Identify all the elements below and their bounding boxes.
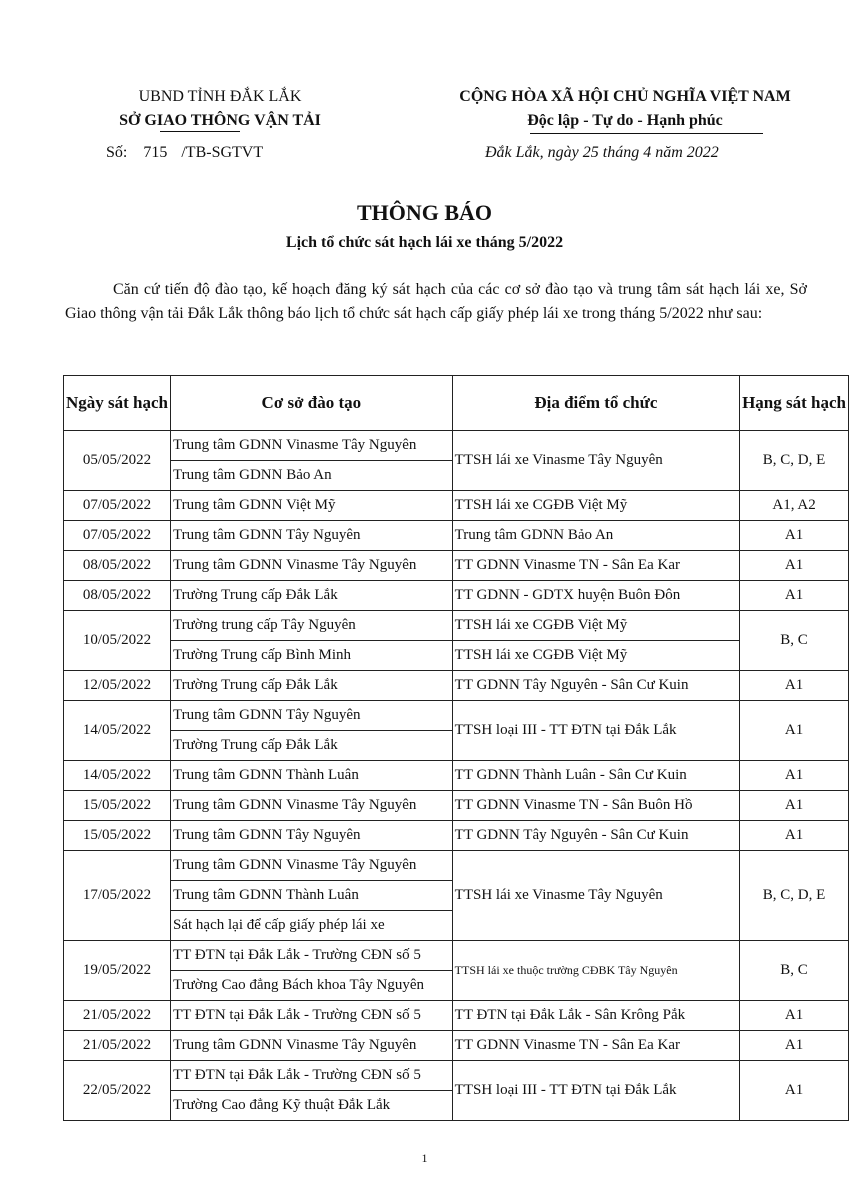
cell-location: TT GDNN Vinasme TN - Sân Ea Kar	[452, 1031, 739, 1061]
table-row	[64, 521, 849, 551]
issuer-name: SỞ GIAO THÔNG VẬN TẢI	[119, 112, 321, 129]
cell-date: 12/05/2022	[64, 671, 171, 701]
issuer-line-1: UBND TỈNH ĐẮK LẮK	[138, 88, 302, 105]
table-row	[64, 671, 849, 701]
cell-date: 15/05/2022	[64, 821, 171, 851]
header-class: Hạng sát hạch	[740, 376, 849, 431]
cell-date: 08/05/2022	[64, 581, 171, 611]
issuer-underline	[160, 131, 240, 132]
cell-class: A1	[740, 521, 849, 551]
cell-class: B, C	[740, 941, 849, 1001]
notice-subtitle: Lịch tổ chức sát hạch lái xe tháng 5/2022	[285, 234, 564, 251]
cell-location: TTSH lái xe CGĐB Việt Mỹ	[452, 491, 739, 521]
cell-date: 14/05/2022	[64, 761, 171, 791]
cell-location: TTSH lái xe thuộc trường CĐBK Tây Nguyên	[452, 941, 739, 1001]
cell-class: A1	[740, 671, 849, 701]
cell-school: TT ĐTN tại Đắk Lắk - Trường CĐN số 5	[171, 1001, 453, 1031]
cell-school: Trung tâm GDNN Bảo An	[171, 461, 453, 491]
table-header-row	[64, 376, 849, 431]
cell-school: Trường Trung cấp Đắk Lắk	[171, 671, 453, 701]
body-paragraph: Căn cứ tiến độ đào tạo, kế hoạch đăng ký sát hạch của các cơ sở đào tạo và trung tâm sát hạch lái xe, Sở Giao thông vận tải Đắk Lắk thông báo lịch tổ chức sát hạch cấp giấy phép lái xe trong tháng 5/2022 như sau:	[65, 281, 807, 322]
national-title: CỘNG HÒA XÃ HỘI CHỦ NGHĨA VIỆT NAM	[459, 88, 791, 105]
cell-school: Trường Trung cấp Đắk Lắk	[171, 731, 453, 761]
national-motto: Độc lập - Tự do - Hạnh phúc	[527, 112, 723, 129]
cell-location: TT GDNN Tây Nguyên - Sân Cư Kuin	[452, 671, 739, 701]
table-row	[64, 791, 849, 821]
cell-school: Trung tâm GDNN Vinasme Tây Nguyên	[171, 791, 453, 821]
cell-school: Trung tâm GDNN Thành Luân	[171, 761, 453, 791]
cell-location: TT ĐTN tại Đắk Lắk - Sân Krông Pắk	[452, 1001, 739, 1031]
document-number	[106, 144, 263, 162]
cell-class: A1	[740, 1001, 849, 1031]
cell-class: A1	[740, 1031, 849, 1061]
page-number: 1	[421, 1151, 428, 1165]
header-location: Địa điểm tổ chức	[452, 376, 739, 431]
table-body	[64, 431, 849, 1121]
cell-class: A1	[740, 551, 849, 581]
cell-date: 21/05/2022	[64, 1001, 171, 1031]
cell-school: Trường Trung cấp Bình Minh	[171, 641, 453, 671]
header-date: Ngày sát hạch	[64, 376, 171, 431]
cell-school: Trung tâm GDNN Vinasme Tây Nguyên	[171, 551, 453, 581]
cell-date: 14/05/2022	[64, 701, 171, 761]
cell-class: A1, A2	[740, 491, 849, 521]
cell-date: 08/05/2022	[64, 551, 171, 581]
cell-location: TTSH lái xe Vinasme Tây Nguyên	[452, 431, 739, 491]
cell-school: Trung tâm GDNN Vinasme Tây Nguyên	[171, 1031, 453, 1061]
table-row	[64, 491, 849, 521]
cell-class: A1	[740, 761, 849, 791]
cell-location: TT GDNN - GDTX huyện Buôn Đôn	[452, 581, 739, 611]
table-row	[64, 941, 849, 971]
table-row	[64, 551, 849, 581]
date-day: 25	[582, 144, 599, 161]
cell-date: 07/05/2022	[64, 521, 171, 551]
cell-date: 21/05/2022	[64, 1031, 171, 1061]
cell-school: Trường Cao đẳng Kỹ thuật Đắk Lắk	[171, 1091, 453, 1121]
cell-class: A1	[740, 821, 849, 851]
cell-class: A1	[740, 581, 849, 611]
cell-class: A1	[740, 1061, 849, 1121]
cell-school: Trường trung cấp Tây Nguyên	[171, 611, 453, 641]
table-row	[64, 431, 849, 461]
cell-location: TTSH loại III - TT ĐTN tại Đắk Lắk	[452, 1061, 739, 1121]
cell-date: 19/05/2022	[64, 941, 171, 1001]
date-prefix: Đắk Lắk, ngày	[485, 144, 579, 161]
cell-date: 17/05/2022	[64, 851, 171, 941]
table-row	[64, 641, 849, 671]
cell-class: B, C, D, E	[740, 431, 849, 491]
cell-location: TT GDNN Thành Luân - Sân Cư Kuin	[452, 761, 739, 791]
cell-date: 10/05/2022	[64, 611, 171, 671]
table-row	[64, 821, 849, 851]
cell-location: TTSH loại III - TT ĐTN tại Đắk Lắk	[452, 701, 739, 761]
number-code: /TB-SGTVT	[181, 144, 264, 161]
cell-location: TTSH lái xe Vinasme Tây Nguyên	[452, 851, 739, 941]
table-row	[64, 701, 849, 731]
cell-location: TTSH lái xe CGĐB Việt Mỹ	[452, 611, 739, 641]
cell-date: 07/05/2022	[64, 491, 171, 521]
motto-underline	[530, 133, 763, 134]
cell-school: Trung tâm GDNN Tây Nguyên	[171, 821, 453, 851]
header-school: Cơ sở đào tạo	[171, 376, 453, 431]
cell-class: B, C, D, E	[740, 851, 849, 941]
cell-school: Trung tâm GDNN Thành Luân	[171, 881, 453, 911]
cell-date: 22/05/2022	[64, 1061, 171, 1121]
table-row	[64, 1001, 849, 1031]
cell-class: B, C	[740, 611, 849, 671]
cell-school: TT ĐTN tại Đắk Lắk - Trường CĐN số 5	[171, 941, 453, 971]
issuer-line-2	[70, 112, 370, 130]
cell-school: Trung tâm GDNN Tây Nguyên	[171, 521, 453, 551]
cell-school: Trường Trung cấp Đắk Lắk	[171, 581, 453, 611]
date-rest: tháng 4 năm 2022	[602, 144, 719, 161]
cell-school: Sát hạch lại để cấp giấy phép lái xe	[171, 911, 453, 941]
table-row	[64, 581, 849, 611]
table-row	[64, 1061, 849, 1091]
cell-school: Trung tâm GDNN Tây Nguyên	[171, 701, 453, 731]
cell-location: TT GDNN Vinasme TN - Sân Buôn Hồ	[452, 791, 739, 821]
table-row	[64, 1031, 849, 1061]
cell-school: Trung tâm GDNN Việt Mỹ	[171, 491, 453, 521]
number-label: Số:	[106, 144, 128, 161]
cell-school: Trường Cao đẳng Bách khoa Tây Nguyên	[171, 971, 453, 1001]
cell-school: Trung tâm GDNN Vinasme Tây Nguyên	[171, 851, 453, 881]
table-row	[64, 761, 849, 791]
cell-location: TT GDNN Tây Nguyên - Sân Cư Kuin	[452, 821, 739, 851]
cell-school: Trung tâm GDNN Vinasme Tây Nguyên	[171, 431, 453, 461]
cell-school: TT ĐTN tại Đắk Lắk - Trường CĐN số 5	[171, 1061, 453, 1091]
cell-location: TTSH lái xe CGĐB Việt Mỹ	[452, 641, 739, 671]
number-value: 715	[143, 144, 168, 161]
schedule-table	[63, 375, 849, 1121]
issue-date	[485, 144, 719, 162]
cell-date: 15/05/2022	[64, 791, 171, 821]
cell-date: 05/05/2022	[64, 431, 171, 491]
notice-title: THÔNG BÁO	[356, 200, 493, 225]
cell-class: A1	[740, 791, 849, 821]
cell-location: TT GDNN Vinasme TN - Sân Ea Kar	[452, 551, 739, 581]
cell-location: Trung tâm GDNN Bảo An	[452, 521, 739, 551]
table-row	[64, 611, 849, 641]
table-row	[64, 851, 849, 881]
cell-class: A1	[740, 701, 849, 761]
